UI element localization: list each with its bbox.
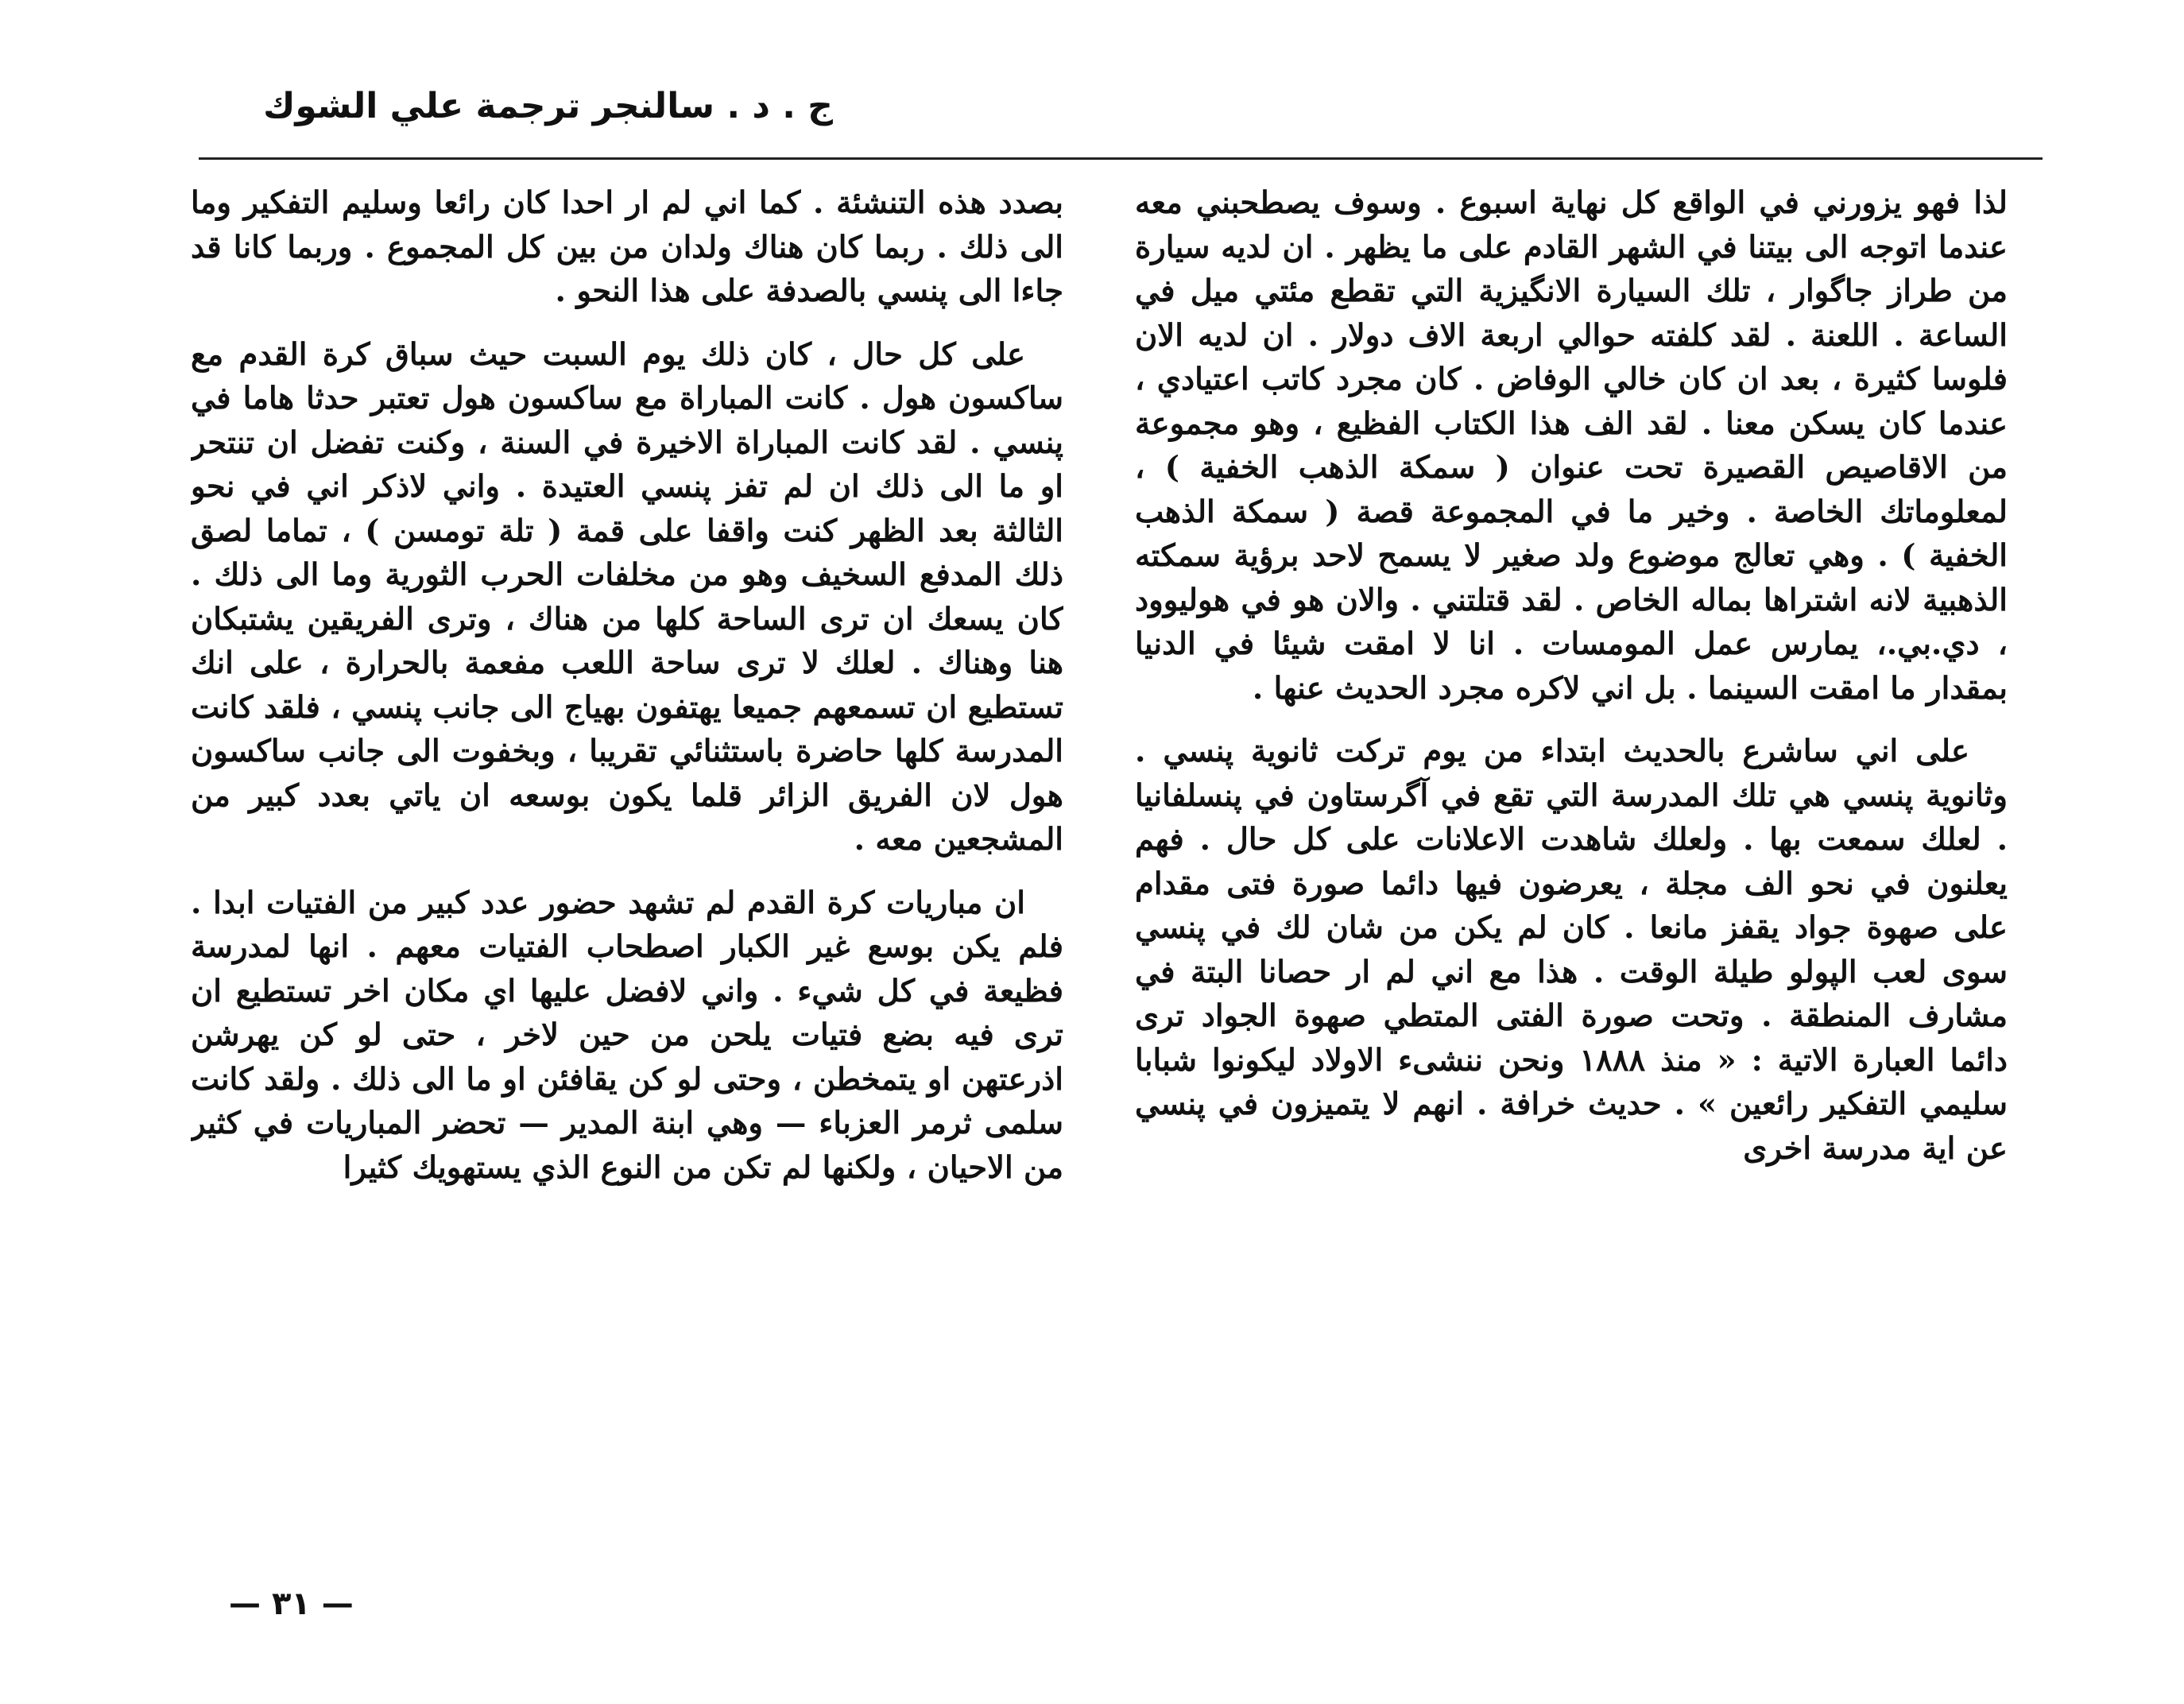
header-rule <box>199 157 2043 160</box>
right-column <box>1135 181 2008 1190</box>
paragraph: على كل حال ، كان ذلك يوم السبت حيث سباق كرة القدم مع ساكسون هول . كانت المباراة مع ساكسون هول تعتبر حدثا هاما في پنسي . لقد كانت المباراة الاخيرة في السنة ، وكنت تفضل ان تنتحر او ما الى ذلك ان لم تفز پنسي العتيدة . واني لاذكر اني في نحو الثالثة بعد الظهر كنت واقفا على قمة ( تلة تومسن ) ، تماما لصق ذلك المدفع السخيف وهو من مخلفات الحرب الثورية وما الى ذلك . كان يسعك ان ترى الساحة كلها من هناك ، وترى الفريقين يشتبكان هنا وهناك . لعلك لا ترى ساحة اللعب مفعمة بالحرارة ، على انك تستطيع ان تسمعهم جميعا يهتفون بهياج الى جانب پنسي ، فلقد كانت المدرسة كلها حاضرة باستثنائي تقريبا ، وبخفوت الى جانب ساكسون هول لان الفريق الزائر قلما يكون بوسعه ان ياتي بعدد كبير من المشجعين معه . <box>191 336 1063 858</box>
page-number: — ٣١ — <box>229 1586 354 1622</box>
paragraph: ان مباريات كرة القدم لم تشهد حضور عدد كبير من الفتيات ابدا . فلم يكن بوسع غير الكبار اصطحاب الفتيات معهم . انها لمدرسة فظيعة في كل شيء . واني لافضل عليها اي مكان اخر تستطيع ان ترى فيه بضع فتيات يلحن من حين لاخر ، حتى لو كن يهرشن اذرعتهن او يتمخطن ، وحتى لو كن يقافئن او ما الى ذلك . ولقد كانت سلمى ثرمر العزباء — وهي ابنة المدير — تحضر المباريات في كثير من الاحيان ، ولكنها لم تكن من النوع الذي يستهويك كثيرا <box>191 885 1063 1186</box>
left-column <box>191 181 1063 1209</box>
paragraph: بصدد هذه التنشئة . كما اني لم ار احدا كان رائعا وسليم التفكير وما الى ذلك . ربما كان هناك ولدان من بين كل المجموع . وربما كانا قد جاءا الى پنسي بالصدفة على هذا النحو . <box>191 185 1063 309</box>
paragraph: لذا فهو يزورني في الواقع كل نهاية اسبوع . وسوف يصطحبني معه عندما اتوجه الى بيتنا في الشهر القادم على ما يظهر . ان لديه سيارة من طراز جاگوار ، تلك السيارة الانگيزية التي تقطع مئتي ميل في الساعة . اللعنة . لقد كلفته حوالي اربعة الاف دولار . ان لديه الان فلوسا كثيرة ، بعد ان كان خالي الوفاض . كان مجرد كاتب اعتيادي ، عندما كان يسكن معنا . لقد الف هذا الكتاب الفظيع ، وهو مجموعة من الاقاصيص القصيرة تحت عنوان ( سمكة الذهب الخفية ) ، لمعلوماتك الخاصة . وخير ما في المجموعة قصة ( سمكة الذهب الخفية ) . وهي تعالج موضوع ولد صغير لا يسمح لاحد برؤية سمكته الذهبية لانه اشتراها بماله الخاص . لقد قتلتني . والان هو في هوليوود ، دي.بي.، يمارس عمل المومسات . انا لا امقت شيئا في الدنيا بمقدار ما امقت السينما . بل اني لاكره مجرد الحديث عنها . <box>1135 185 2008 707</box>
paragraph: على اني ساشرع بالحديث ابتداء من يوم تركت ثانوية پنسي . وثانوية پنسي هي تلك المدرسة التي تقع في آگرستاون في پنسلفانيا . لعلك سمعت بها . ولعلك شاهدت الاعلانات على كل حال . فهم يعلنون في نحو الف مجلة ، يعرضون فيها دائما صورة فتى مقدام على صهوة جواد يقفز مانعا . كان لم يكن من شان لك في پنسي سوى لعب الپولو طيلة الوقت . هذا مع اني لم ار حصانا البتة في مشارف المنطقة . وتحت صورة الفتى المتطي صهوة الجواد ترى دائما العبارة الاتية : « منذ ١٨٨٨ ونحن ننشىء الاولاد ليكونوا شبابا سليمي التفكير رائعين » . حديث خرافة . انهم لا يتميزون في پنسي عن اية مدرسة اخرى <box>1135 734 2008 1167</box>
running-header: ج . د . سالنجر ترجمة علي الشوك <box>263 86 833 126</box>
